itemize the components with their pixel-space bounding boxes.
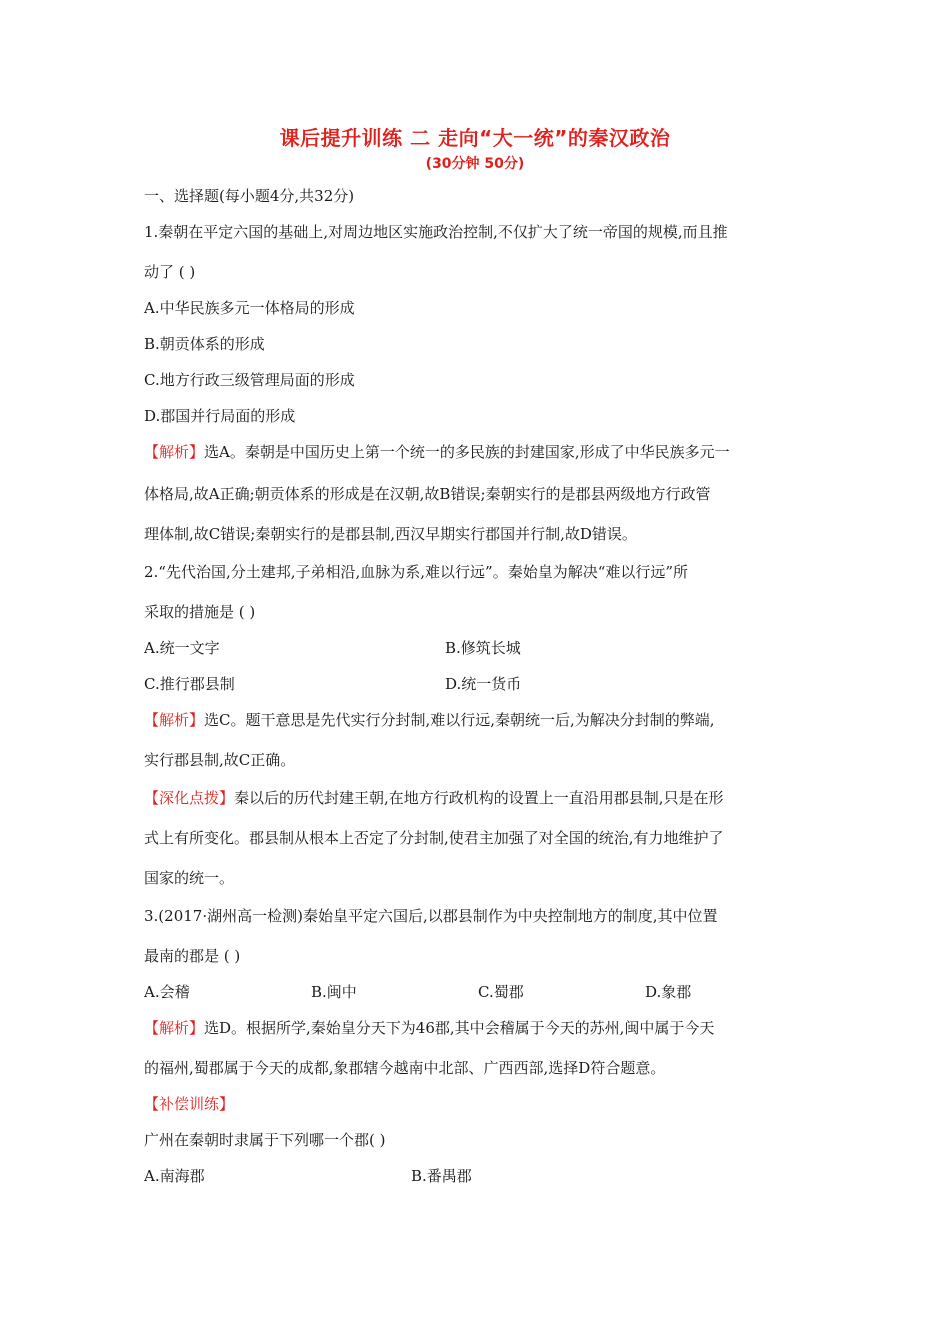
q3-option-c: C.蜀郡 [478, 983, 524, 1001]
q2-stem-line2: 采取的措施是 ( ) [144, 603, 256, 621]
supplement-tag: 【补偿训练】 [144, 1095, 235, 1113]
q1-analysis-line3: 理体制,故C错误;秦朝实行的是郡县制,西汉早期实行郡国并行制,故D错误。 [144, 525, 637, 543]
q2-option-a: A.统一文字 [144, 639, 220, 657]
q2-deep-line2: 式上有所变化。郡县制从根本上否定了分封制,使君主加强了对全国的统治,有力地维护了 [144, 829, 724, 847]
supplement-stem: 广州在秦朝时隶属于下列哪一个郡( ) [144, 1131, 386, 1149]
q3-analysis-line2: 的福州,蜀郡属于今天的成都,象郡辖今越南中北部、广西西部,选择D符合题意。 [144, 1059, 666, 1077]
q1-option-d: D.郡国并行局面的形成 [144, 407, 296, 425]
analysis-tag: 【解析】 [144, 1019, 205, 1037]
page-subtitle: (30分钟 50分) [425, 156, 525, 172]
analysis-text: 选D。根据所学,秦始皇分天下为46郡,其中会稽属于今天的苏州,闽中属于今天 [204, 1019, 715, 1037]
q3-stem-line1: 3.(2017·湖州高一检测)秦始皇平定六国后,以郡县制作为中央控制地方的制度,其中位置 [144, 907, 718, 925]
q2-analysis-line1 [144, 710, 715, 730]
q3-option-b: B.闽中 [311, 983, 357, 1001]
q2-option-b: B.修筑长城 [445, 639, 521, 657]
q2-option-c: C.推行郡县制 [144, 675, 235, 693]
supplement-option-a: A.南海郡 [144, 1167, 205, 1185]
analysis-text: 选A。秦朝是中国历史上第一个统一的多民族的封建国家,形成了中华民族多元一 [204, 443, 730, 461]
q2-stem-line1: 2.“先代治国,分土建邦,子弟相沿,血脉为系,难以行远”。秦始皇为解决“难以行远”所 [144, 563, 689, 581]
q1-analysis-line1 [144, 442, 730, 462]
section-heading: 一、选择题(每小题4分,共32分) [144, 187, 355, 205]
q1-option-b: B.朝贡体系的形成 [144, 335, 265, 353]
q3-stem-line2: 最南的郡是 ( ) [144, 947, 241, 965]
q3-option-d: D.象郡 [645, 983, 692, 1001]
q2-deep-line3: 国家的统一。 [144, 869, 235, 887]
analysis-tag: 【解析】 [144, 711, 205, 729]
q3-option-a: A.会稽 [144, 983, 190, 1001]
page-title: 课后提升训练 二 走向“大一统”的秦汉政治 [279, 126, 671, 150]
q1-analysis-line2: 体格局,故A正确;朝贡体系的形成是在汉朝,故B错误;秦朝实行的是郡县两级地方行政管 [144, 485, 711, 503]
deep-tag: 【深化点拨】 [144, 789, 235, 807]
q2-analysis-line2: 实行郡县制,故C正确。 [144, 751, 296, 769]
q1-option-c: C.地方行政三级管理局面的形成 [144, 371, 355, 389]
q1-stem-line1: 1.秦朝在平定六国的基础上,对周边地区实施政治控制,不仅扩大了统一帝国的规模,而且推 [144, 223, 728, 241]
q1-stem-line2: 动了 ( ) [144, 263, 196, 281]
q2-option-d: D.统一货币 [445, 675, 522, 693]
q1-option-a: A.中华民族多元一体格局的形成 [144, 299, 355, 317]
q3-analysis-line1 [144, 1018, 714, 1038]
q2-deep-line1 [144, 788, 724, 808]
analysis-text: 选C。题干意思是先代实行分封制,难以行远,秦朝统一后,为解决分封制的弊端, [204, 711, 715, 729]
supplement-option-b: B.番禺郡 [411, 1167, 472, 1185]
analysis-tag: 【解析】 [144, 443, 205, 461]
deep-text: 秦以后的历代封建王朝,在地方行政机构的设置上一直沿用郡县制,只是在形 [234, 789, 724, 807]
